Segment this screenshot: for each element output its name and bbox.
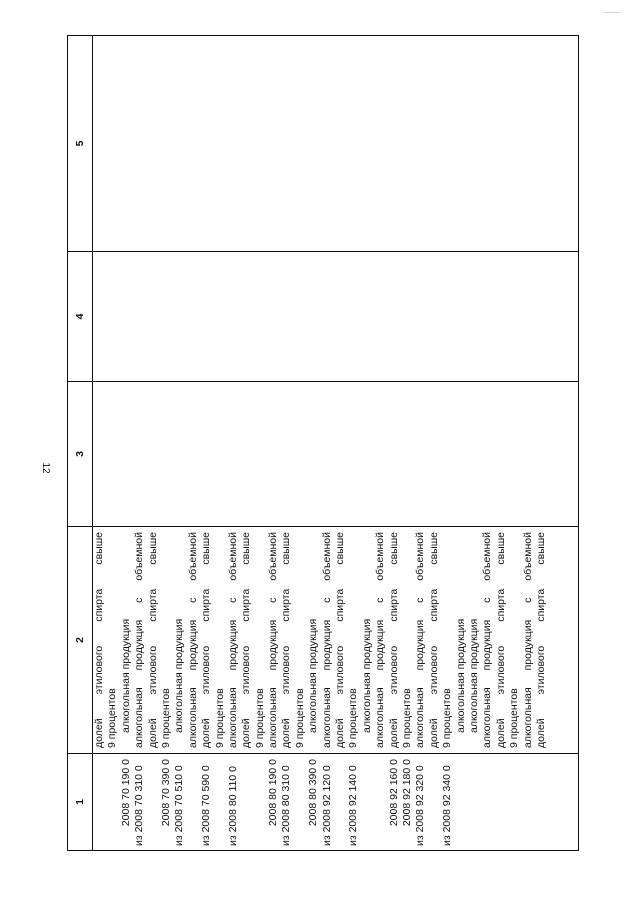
description-word: 9 процентов: [441, 688, 454, 748]
description-word: алкогольная: [267, 687, 280, 748]
description-word: свыше: [93, 532, 105, 565]
description-line: [133, 527, 146, 753]
table-header-row: [68, 36, 93, 851]
code-line: из 2008 70 590 0: [200, 765, 213, 846]
description-word: свыше: [146, 532, 159, 565]
code-line: [106, 754, 119, 850]
code-line: из 2008 92 340 0: [441, 765, 454, 846]
description-word: 9 процентов: [293, 688, 306, 748]
page-number: 12: [40, 462, 51, 474]
description-word: с: [481, 597, 494, 603]
description-line: [334, 527, 347, 753]
code-line: [93, 754, 106, 850]
description-word: алкогольная продукция: [360, 618, 373, 733]
description-word: объемной: [414, 532, 427, 581]
code-line: [294, 754, 307, 850]
description-word: свыше: [334, 532, 347, 565]
description-line: [93, 527, 106, 753]
description-word: алкогольная: [226, 687, 239, 748]
description-word: продукция: [186, 619, 199, 671]
description-word: алкогольная продукция: [454, 618, 467, 733]
description-word: объемной: [521, 532, 534, 581]
code-line: 2008 80 190 0: [267, 759, 280, 827]
description-line: [428, 527, 441, 753]
description-word: спирта: [200, 588, 213, 622]
scan-mark: [603, 12, 621, 13]
code-line: [187, 754, 200, 850]
description-word: долей: [427, 718, 440, 748]
description-word: объемной: [133, 532, 146, 581]
description-line: [227, 527, 240, 753]
description-word: этилового: [334, 645, 347, 695]
code-line: из 2008 92 140 0: [347, 765, 360, 846]
description-line: [535, 527, 548, 753]
description-line: [307, 527, 320, 753]
description-word: объемной: [186, 532, 199, 581]
table-body-row: [93, 36, 579, 851]
description-word: этилового: [387, 645, 400, 695]
code-line: из 2008 70 310 0: [133, 765, 146, 846]
description-word: долей: [146, 718, 159, 748]
description-word: продукция: [481, 619, 494, 671]
description-line: [468, 527, 481, 753]
description-word: спирта: [240, 588, 253, 622]
description-word: объемной: [481, 532, 494, 581]
description-word: спирта: [280, 588, 293, 622]
description-line: [374, 527, 387, 753]
description-word: продукция: [226, 619, 239, 671]
description-line: [294, 527, 307, 753]
code-line: [254, 754, 267, 850]
code-line: [240, 754, 253, 850]
description-word: спирта: [387, 588, 400, 622]
description-word: свыше: [280, 532, 293, 565]
description-word: с: [267, 597, 280, 603]
code-column-cell: [93, 754, 579, 851]
description-word: этилового: [146, 645, 159, 695]
description-word: свыше: [240, 532, 253, 565]
description-word: долей: [494, 718, 507, 748]
description-word: свыше: [494, 532, 507, 565]
description-word: объемной: [226, 532, 239, 581]
description-word: спирта: [334, 588, 347, 622]
description-word: свыше: [534, 532, 547, 565]
empty-column-4-cell: [93, 252, 579, 382]
description-word: свыше: [387, 532, 400, 565]
description-word: с: [186, 597, 199, 603]
description-word: алкогольная продукция: [173, 618, 186, 733]
description-word: 9 процентов: [400, 688, 413, 748]
code-line: [361, 754, 374, 850]
code-line: [455, 754, 468, 850]
description-word: продукция: [374, 619, 387, 671]
description-column-cell: [93, 527, 579, 754]
empty-column-5-cell: [93, 36, 579, 252]
description-word: продукция: [414, 619, 427, 671]
description-word: алкогольная продукция: [119, 618, 132, 733]
description-word: долей: [200, 718, 213, 748]
rotated-table: [67, 36, 579, 851]
code-line: из 2008 80 110 0: [226, 766, 239, 846]
description-line: [347, 527, 360, 753]
code-line: 2008 80 390 0: [307, 759, 320, 827]
code-line: из 2008 92 120 0: [320, 765, 333, 846]
description-word: продукция: [267, 619, 280, 671]
description-line: [160, 527, 173, 753]
description-line: [508, 527, 521, 753]
column-header-1: 1: [68, 754, 93, 851]
description-word: алкогольная: [481, 687, 494, 748]
description-word: 9 процентов: [347, 688, 360, 748]
description-line: [401, 527, 414, 753]
description-word: спирта: [93, 588, 105, 622]
description-line: [388, 527, 401, 753]
description-line: [254, 527, 267, 753]
description-word: продукция: [521, 619, 534, 671]
description-line: [495, 527, 508, 753]
description-word: алкогольная продукция: [307, 618, 320, 733]
description-line: [522, 527, 535, 753]
description-word: с: [320, 597, 333, 603]
description-word: алкогольная продукция: [467, 618, 480, 733]
description-word: с: [374, 597, 387, 603]
description-line: [455, 527, 468, 753]
description-word: алкогольная: [320, 687, 333, 748]
description-line: [147, 527, 160, 753]
description-word: 9 процентов: [106, 688, 119, 748]
description-word: 9 процентов: [159, 688, 172, 748]
description-word: алкогольная: [521, 687, 534, 748]
description-line: [214, 527, 227, 753]
description-word: этилового: [200, 645, 213, 695]
description-word: с: [414, 597, 427, 603]
description-word: этилового: [240, 645, 253, 695]
description-word: долей: [240, 718, 253, 748]
description-word: объемной: [320, 532, 333, 581]
description-word: 9 процентов: [508, 688, 521, 748]
description-word: этилового: [93, 645, 105, 695]
code-line: 2008 92 160 0: [387, 759, 400, 827]
code-line: из 2008 80 310 0: [280, 765, 293, 846]
description-word: алкогольная: [133, 687, 146, 748]
rotated-table-wrapper: [67, 36, 579, 851]
description-word: долей: [280, 718, 293, 748]
description-word: алкогольная: [374, 687, 387, 748]
description-line: [120, 527, 133, 753]
description-word: 9 процентов: [253, 688, 266, 748]
description-word: этилового: [427, 645, 440, 695]
description-word: алкогольная: [414, 687, 427, 748]
description-line: [240, 527, 253, 753]
description-line: [481, 527, 494, 753]
description-line: [200, 527, 213, 753]
description-word: объемной: [374, 532, 387, 581]
description-word: алкогольная: [186, 687, 199, 748]
code-line: 2008 92 180 0: [400, 759, 413, 827]
description-word: с: [521, 597, 534, 603]
description-word: долей: [534, 718, 547, 748]
description-word: свыше: [427, 532, 440, 565]
description-word: с: [133, 597, 146, 603]
description-line: [267, 527, 280, 753]
description-line: [187, 527, 200, 753]
empty-column-3-cell: [93, 382, 579, 527]
description-line: [106, 527, 119, 753]
code-line: из 2008 92 320 0: [414, 765, 427, 846]
description-word: спирта: [427, 588, 440, 622]
description-line: [414, 527, 427, 753]
description-word: долей: [334, 718, 347, 748]
description-word: спирта: [146, 588, 159, 622]
description-word: продукция: [133, 619, 146, 671]
description-line: [321, 527, 334, 753]
column-header-2: 2: [68, 527, 93, 754]
description-word: спирта: [494, 588, 507, 622]
code-line: 2008 70 390 0: [159, 759, 172, 827]
tariff-table: [67, 35, 579, 851]
description-word: этилового: [534, 645, 547, 695]
code-line: [147, 754, 160, 850]
code-line: [428, 754, 441, 850]
column-header-4: 4: [68, 252, 93, 382]
description-word: спирта: [534, 588, 547, 622]
description-word: продукция: [320, 619, 333, 671]
code-line: из 2008 70 510 0: [173, 765, 186, 846]
column-header-3: 3: [68, 382, 93, 527]
description-word: долей: [93, 718, 105, 748]
description-line: [361, 527, 374, 753]
description-word: этилового: [494, 645, 507, 695]
code-line: [374, 754, 387, 850]
description-line: [173, 527, 186, 753]
description-word: этилового: [280, 645, 293, 695]
description-word: объемной: [267, 532, 280, 581]
code-line: [214, 754, 227, 850]
description-word: 9 процентов: [213, 688, 226, 748]
description-word: свыше: [200, 532, 213, 565]
code-line: 2008 70 190 0: [119, 759, 132, 827]
description-word: с: [226, 597, 239, 603]
description-line: [441, 527, 454, 753]
description-word: долей: [387, 718, 400, 748]
column-header-5: 5: [68, 36, 93, 252]
code-line: [334, 754, 347, 850]
description-line: [280, 527, 293, 753]
